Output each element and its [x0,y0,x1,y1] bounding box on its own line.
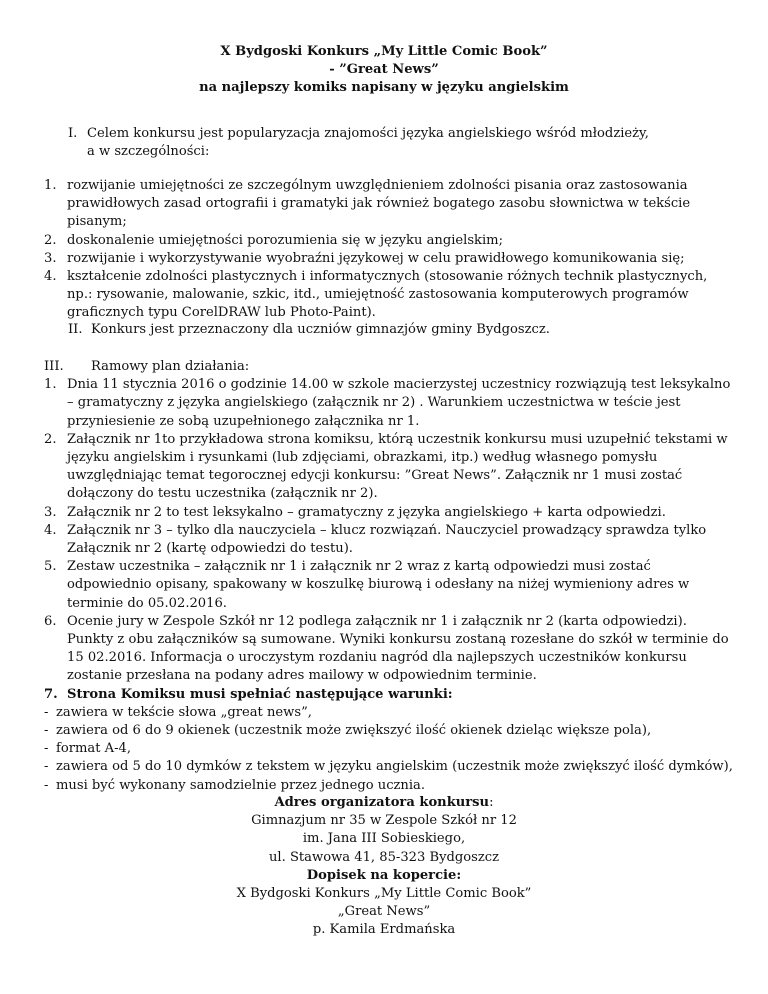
address-line-1: Gimnazjum nr 35 w Zespole Szkół nr 12 [251,813,517,829]
list-text: rozwijanie i wykorzystywanie wyobraźni językowej w celu prawidłowego komunikowania się; [67,250,685,266]
condition-text: zawiera w tekście słowa „great news”, [56,704,312,720]
list-number: 5. [44,559,57,575]
address-line-3: ul. Stawowa 41, 85-323 Bydgoszcz [269,849,499,865]
envelope-note-line-2: „Great News” [337,904,431,920]
bullet: - [44,723,49,739]
section-1 [68,125,728,161]
title-line-1: X Bydgoski Konkurs „My Little Comic Book” [220,44,548,59]
list-number: 2. [44,232,57,248]
section-1-text: Celem konkursu jest popularyzacja znajomości języka angielskiego wśród młodzieży, [87,126,649,141]
list-text: Strona Komiksu musi spełniać następujące warunki: [67,686,453,702]
section-3 [44,358,734,795]
address-line-2: im. Jana III Sobieskiego, [302,831,466,847]
section-2-text: Konkurs jest przeznaczony dla uczniów gimnazjów gminy Bydgoszcz. [91,322,550,337]
list-number: 3. [44,504,57,520]
section-1-number: I. [68,126,78,141]
list-text: doskonalenie umiejętności porozumienia się w języku angielskim; [67,232,504,248]
condition-item [44,758,734,776]
list-text: Dnia 11 stycznia 2016 o godzinie 14.00 w szkole macierzystej uczestnicy rozwiązują test leksykalno – gramatyczny z języka angielskiego (załącznik nr 2) . Warunkiem uczestnictwa w teście jest przyniesienie ze sobą uzupełnionego załącznika nr 1. [67,377,731,429]
list-text: Załącznik nr 3 – tylko dla nauczyciela – klucz rozwiązań. Nauczyciel prowadzący sprawdza tylko Załącznik nr 2 (kartę odpowiedzi do testu). [67,522,707,557]
goals-list [44,177,734,323]
bullet: - [44,777,49,793]
title-line-2: - ”Great News” [329,62,439,78]
list-item [44,613,734,686]
address-heading: Adres organizatora konkursu: [274,795,494,810]
envelope-note-line-3: p. Kamila Erdmańska [312,922,456,938]
bullet: - [44,741,49,757]
condition-item [44,777,734,795]
list-number: 1. [44,377,57,393]
list-text: Załącznik nr 2 to test leksykalno – gramatyczny z języka angielskiego + karta odpowiedzi. [67,504,666,520]
list-text: rozwijanie umiejętności ze szczególnym uwzględnieniem zdolności pisania oraz zastosowania prawidłowych zasad ortografii i gramatyki jak również bogatego zasobu słownictwa w tekście pisanym; [67,178,691,230]
list-text: kształcenie zdolności plastycznych i informatycznych (stosowanie różnych technik plastycznych, np.: rysowanie, malowanie, szkic, itd., umiejętność zastosowania komputerowych programów graficznych typu CorelDRAW lub Photo-Paint). [67,269,708,321]
condition-text: musi być wykonany samodzielnie przez jednego ucznia. [56,777,426,793]
list-item [44,232,734,250]
list-item [44,686,734,704]
list-item [44,376,734,431]
list-item [44,504,734,522]
document-title [0,43,768,98]
envelope-note-heading: Dopisek na kopercie: [306,867,462,883]
list-number: 2. [44,431,57,447]
envelope-note-line-1: X Bydgoski Konkurs „My Little Comic Book” [236,886,532,902]
section-2-number: II. [68,322,83,337]
section-3-number: III. [44,359,64,374]
condition-text: zawiera od 5 do 10 dymków z tekstem w języku angielskim (uczestnik może zwiększyć ilość dymków), [56,759,733,775]
list-number: 7. [44,686,58,702]
bullet: - [44,759,49,775]
list-item [44,268,734,323]
list-item [44,558,734,613]
title-line-3: na najlepszy komiks napisany w języku angielskim [199,80,569,96]
section-1-text-2: a w szczególności: [87,144,210,160]
condition-item [44,722,734,740]
bullet: - [44,704,49,720]
condition-text: zawiera od 6 do 9 okienek (uczestnik może zwiększyć ilość okienek dzieląc większe pola), [56,723,652,739]
list-number: 1. [44,178,57,193]
organizer-address [0,794,768,940]
section-3-heading [44,358,734,376]
list-item [44,250,734,268]
condition-item [44,740,734,758]
section-2 [68,321,728,339]
section-3-heading-text: Ramowy plan działania: [91,359,250,374]
list-text: Ocenie jury w Zespole Szkół nr 12 podlega załącznik nr 1 i załącznik nr 2 (karta odpowiedzi). Punkty z obu załączników są sumowane. Wyniki konkursu zostaną rozesłane do szkół w terminie do 15 02.2016. Informacja o uroczystym rozdaniu nagród dla najlepszych uczestników konkursu zostanie przesłana na podany adres mailowy w odpowiednim terminie. [67,613,729,684]
list-item [44,522,734,558]
list-text: Zestaw uczestnika – załącznik nr 1 i załącznik nr 2 wraz z kartą odpowiedzi musi zostać odpowiednio opisany, spakowany w koszulkę biurową i odesłany na niżej wymieniony adres w terminie do 05.02.2016. [67,559,690,611]
list-item [44,177,734,232]
list-number: 6. [44,613,57,629]
condition-text: format A-4, [56,741,132,757]
list-item [44,431,734,504]
condition-item [44,704,734,722]
list-number: 4. [44,522,57,538]
list-number: 4. [44,269,57,285]
list-text: Załącznik nr 1to przykładowa strona komiksu, którą uczestnik konkursu musi uzupełnić tekstami w języku angielskim i rysunkami (lub zdjęciami, obrazkami, itp.) według własnego pomysłu uwzględniając temat tegorocznej edycji konkursu: ”Great News”. Załącznik nr 1 musi zostać dołączony do testu uczestnika (załącznik nr 2). [67,431,728,502]
list-number: 3. [44,250,57,266]
